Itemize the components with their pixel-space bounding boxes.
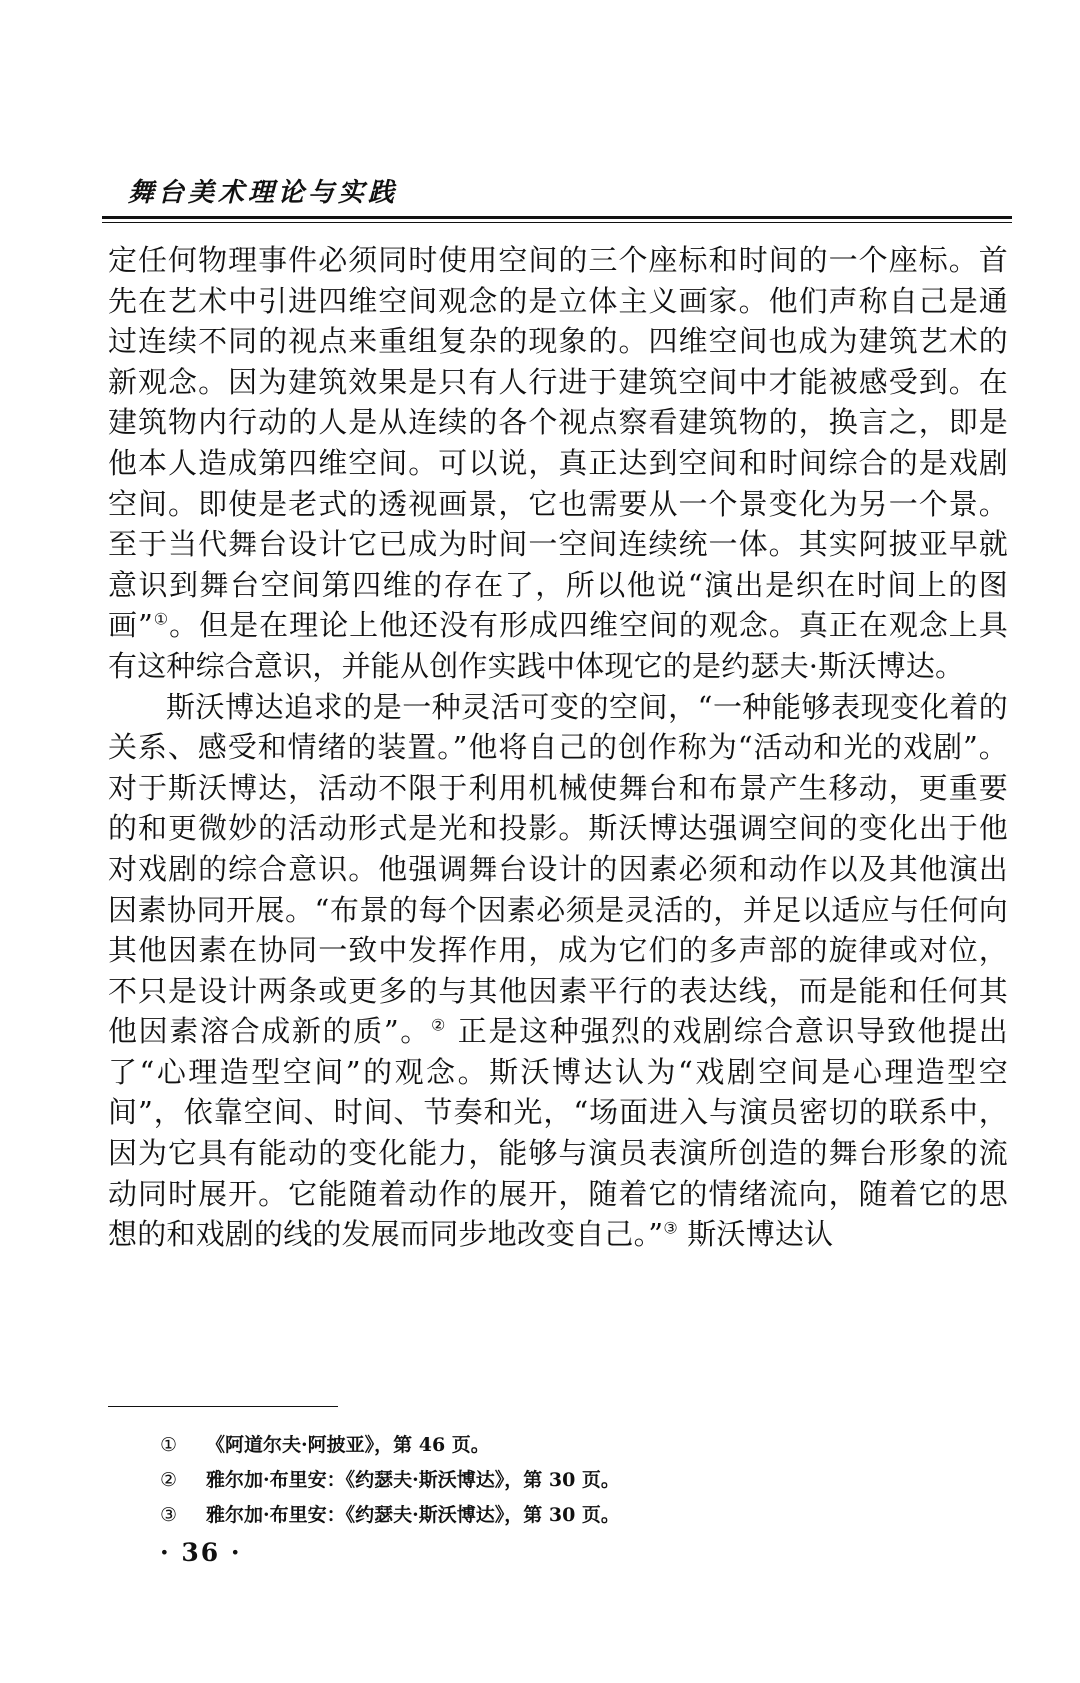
footnote-1: [160, 1428, 620, 1463]
footnote-1-text: 《阿道尔夫·阿披亚》，第 46 页。: [206, 1434, 490, 1456]
page-number: · 36 ·: [160, 1538, 242, 1567]
paragraph-2-text-a: 斯沃博达追求的是一种灵活可变的空间，“一种能够表现变化着的关系、感受和情绪的装置。”他将自己的创作称为“活动和光的戏剧”。对于斯沃博达，活动不限于利用机械使舞台和布景产生移动，更重要的和更微妙的活动形式是光和投影。斯沃博达强调空间的变化出于他对戏剧的综合意识。他强调舞台设计的因素必须和动作以及其他演出因素协同开展。“布景的每个因素必须是灵活的，并足以适应与任何向其他因素在协同一致中发挥作用，成为它们的多声部的旋律或对位，不只是设计两条或更多的与其他因素平行的表达线，而是能和任何其他因素溶合成新的质”。: [108, 689, 1008, 1049]
header-divider-thin: [102, 222, 1012, 223]
paragraph-1-text-a: 定任何物理事件必须同时使用空间的三个座标和时间的一个座标。首先在艺术中引进四维空间观念的是立体主义画家。他们声称自己是通过连续不同的视点来重组复杂的现象的。四维空间也成为建筑艺术的新观念。因为建筑效果是只有人行进于建筑空间中才能被感受到。在建筑物内行动的人是从连续的各个视点察看建筑物的，换言之，即是他本人造成第四维空间。可以说，真正达到空间和时间综合的是戏剧空间。即使是老式的透视画景，它也需要从一个景变化为另一个景。至于当代舞台设计它已成为时间一空间连续统一体。其实阿披亚早就意识到舞台空间第四维的存在了，所以他说“演出是织在时间上的图画”: [108, 243, 1008, 643]
footnote-ref-2[interactable]: ②: [430, 1015, 447, 1035]
footnote-2-text: 雅尔加·布里安：《约瑟夫·斯沃博达》，第 30 页。: [206, 1469, 620, 1491]
running-header-title: 舞台美术理论与实践: [128, 178, 399, 208]
footnote-3-text: 雅尔加·布里安：《约瑟夫·斯沃博达》，第 30 页。: [206, 1504, 620, 1526]
footnote-3: [160, 1498, 620, 1533]
paragraph-2: [108, 687, 1008, 1255]
footnote-2: [160, 1463, 620, 1498]
paragraph-2-text-b: 正是这种强烈的戏剧综合意识导致他提出了“心理造型空间”的观念。斯沃博达认为“戏剧空间是心理造型空间”，依靠空间、时间、节奏和光，“场面进入与演员密切的联系中，因为它具有能动的变化能力，能够与演员表演所创造的舞台形象的流动同时展开。它能随着动作的展开，随着它的情绪流向，随着它的思想的和戏剧的线的发展而同步地改变自己。”: [108, 1014, 1008, 1252]
footnote-ref-1[interactable]: ①: [153, 609, 170, 629]
footnote-2-marker: ②: [160, 1469, 178, 1491]
body-text: [108, 240, 1008, 1255]
paragraph-1: [108, 240, 1008, 687]
paragraph-2-text-c: 斯沃博达认: [677, 1217, 834, 1252]
footnote-divider: [108, 1406, 338, 1407]
footnote-1-marker: ①: [160, 1434, 178, 1456]
footnote-3-marker: ③: [160, 1504, 178, 1526]
footnote-ref-3[interactable]: ③: [663, 1218, 678, 1238]
footnotes: [160, 1428, 620, 1533]
paragraph-1-text-b: 。但是在理论上他还没有形成四维空间的观念。真正在观念上具有这种综合意识，并能从创作实践中体现它的是约瑟夫·斯沃博达。: [108, 608, 1008, 683]
header-divider-thick: [102, 216, 1012, 219]
